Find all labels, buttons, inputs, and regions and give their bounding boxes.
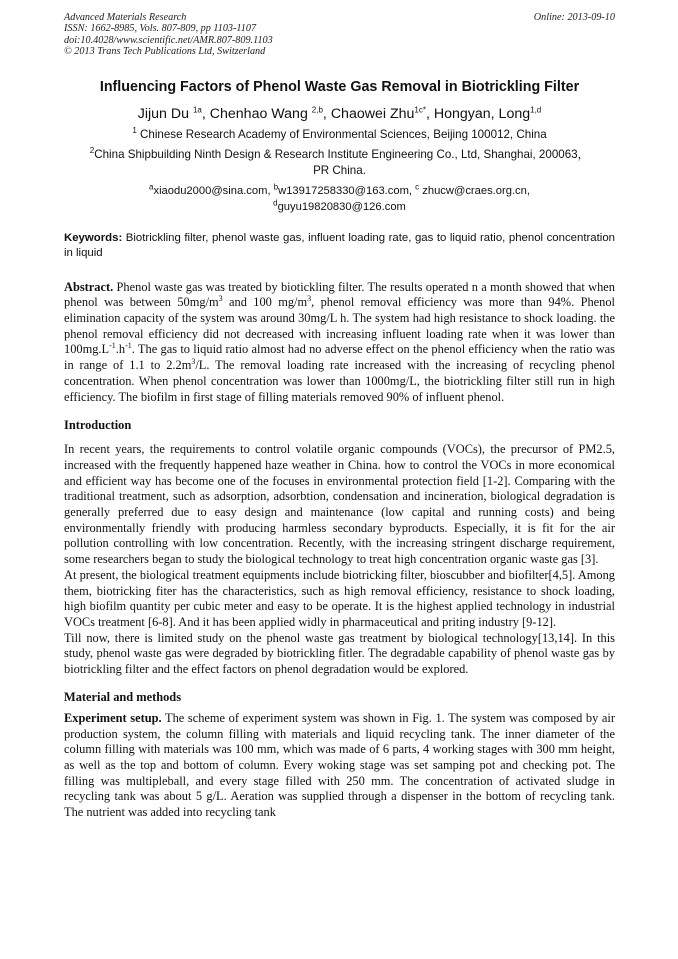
journal-name: Advanced Materials Research (64, 12, 187, 23)
superscript: -1 (109, 341, 116, 351)
email-mark: d (273, 197, 278, 207)
superscript: 3 (307, 294, 312, 304)
methods-text: The scheme of experiment system was shown in Fig. 1. The system was composed by air production system, the column filling with materials and liquid recycling tank. The inner diameter of the column filling with materials was 100 mm, which was made of 6 parts, 4 working stages with 300 mm height, as well as the top and bottom of column. Every woking stage was set samping pot and checking pot. The filling was multipleball, and every stage filled with 250 mm. The concentration of activated sludge in recycling tank was about 5 g/L. Aeration was supplied through a dispenser in the bottom of recycling tank. The nutrient was added into recycling tank (64, 710, 615, 820)
email-link[interactable]: zhucw@craes.org.cn, (419, 184, 530, 197)
intro-paragraph: In recent years, the requirements to control volatile organic compounds (VOCs), the precursor of PM2.5, increased with the frequently happened haze weather in China. how to control the VOCs in more economical and efficient way has become one of the focuses in environmental protection field [1-2]. Comparing with the traditional treatment, such as adsorption, adsorbtion, condensation and incineration, biological degradation is generally preferred due to easy design and maintenance (low capital and running costs) and being environmentally friendly with producing harmless secondary byproducts. Especially, it is fit for the air pollution controlling with low concentration. Recently, with the increasing stringent discharge requirement, some researchers began to study the biological technology to treat high concentration organic waste gas [3]. (64, 442, 615, 567)
subsection-label: Experiment setup. (64, 710, 162, 725)
abstract (64, 280, 615, 406)
author-affil-mark: 2,b (311, 104, 323, 114)
issn-line: ISSN: 1662-8985, Vols. 807-809, pp 1103-1107 (64, 23, 257, 35)
author-separator: , (201, 105, 210, 122)
superscript: 3 (191, 357, 196, 367)
email-link[interactable]: guyu19820830@126.com (277, 200, 406, 213)
author-affil-mark: 1c* (414, 104, 426, 114)
intro-paragraph: Till now, there is limited study on the phenol waste gas treatment by biological technology[13,14]. In this study, phenol waste gas were degraded by biotrickling fitler. The degradable capability of phenol waste gas by biotrickling filter and the effect factors on phenol degradation would be explored. (64, 630, 615, 677)
affil-mark: 1 (132, 125, 137, 135)
superscript: 3 (218, 294, 223, 304)
abstract-text: /L. The removal loading rate increased with the increasing of recycling phenol concentration. When phenol concentration was lower than 1000mg/L, the biotrickling filter still run in high efficiency. The biofilm in first stage of filling materials removed 90% of influent phenol. (64, 358, 616, 404)
methods-paragraph (64, 711, 615, 821)
abstract-text: . The gas to liquid ratio almost had no adverse effect on the phenol efficiency when the ratio was in range of 1.1 to 2.2m (64, 342, 615, 373)
abstract-text: , phenol removal efficiency was more than 94%. Phenol elimination capacity of the system was around 30mg/L h. The system had high resistance to shock loading. the phenol removal efficiency did not decreased with increasing influent loading rate when it was lower than 100mg.L (64, 295, 615, 357)
journal-header (64, 12, 615, 58)
copyright-line: © 2013 Trans Tech Publications Ltd, Switzerland (64, 46, 266, 58)
online-date: Online: 2013-09-10 (533, 12, 615, 23)
abstract-text: Phenol waste gas was treated by biotickling filter. The results operated n a month showed that when phenol was between 50mg/m (64, 279, 615, 310)
keywords-label: Keywords: (64, 231, 123, 244)
affiliation-1 (64, 127, 615, 143)
affil-text: Chinese Research Academy of Environmental Sciences, Beijing 100012, China (136, 127, 547, 141)
abstract-text: .h (115, 342, 126, 357)
affil-text: China Shipbuilding Ninth Design & Research Institute Engineering Co., Ltd, Shanghai, 200063， (94, 147, 590, 161)
author-name: Chaowei Zhu (330, 105, 415, 122)
affil-mark: 2 (89, 145, 95, 155)
email-mark: b (273, 181, 279, 191)
doi-line[interactable]: doi:10.4028/www.scientific.net/AMR.807-809.1103 (64, 34, 273, 46)
author-affil-mark: 1,d (530, 104, 542, 114)
author-name: Chenhao Wang (209, 105, 308, 122)
author-list (64, 106, 615, 123)
author-separator: , (322, 105, 331, 122)
email-link[interactable]: xiaodu2000@sina.com, (153, 184, 274, 197)
email-mark: a (149, 181, 154, 191)
affiliation-2 (64, 147, 615, 179)
superscript: -1 (125, 341, 132, 351)
abstract-text: and 100 mg/m (222, 295, 308, 310)
author-name: Hongyan, Long (433, 105, 531, 122)
paper-title: Influencing Factors of Phenol Waste Gas Removal in Biotrickling Filter (99, 78, 580, 95)
keywords-text: Biotrickling filter, phenol waste gas, influent loading rate, gas to liquid ratio, phenol concentration in liquid (64, 231, 615, 260)
email-mark: c (415, 181, 420, 191)
affil-text-cont: PR China. (313, 163, 366, 177)
email-link[interactable]: w13917258330@163.com, (278, 184, 416, 197)
author-emails (64, 183, 615, 215)
keywords (64, 231, 615, 262)
section-heading-methods: Material and methods (64, 689, 182, 704)
section-heading-introduction: Introduction (64, 418, 132, 433)
author-name: Jijun Du (137, 105, 190, 122)
abstract-label: Abstract. (64, 279, 114, 294)
author-affil-mark: 1a (192, 104, 202, 114)
author-separator: , (425, 105, 434, 122)
intro-paragraph: At present, the biological treatment equipments include biotricking filter, bioscubber and biofilter[4,5]. Among them, biotricking fiter has the characteristics, such as high removal efficiency, resistance to shock loading, high biofilm quantity per cubic meter and easy to be operate. It is the highest applied technology in industrial VOCs treatment [6-8]. And it has been applied widly in pharmaceutical and priting industry [9-12]. (64, 567, 615, 629)
paper-page (64, 12, 615, 821)
